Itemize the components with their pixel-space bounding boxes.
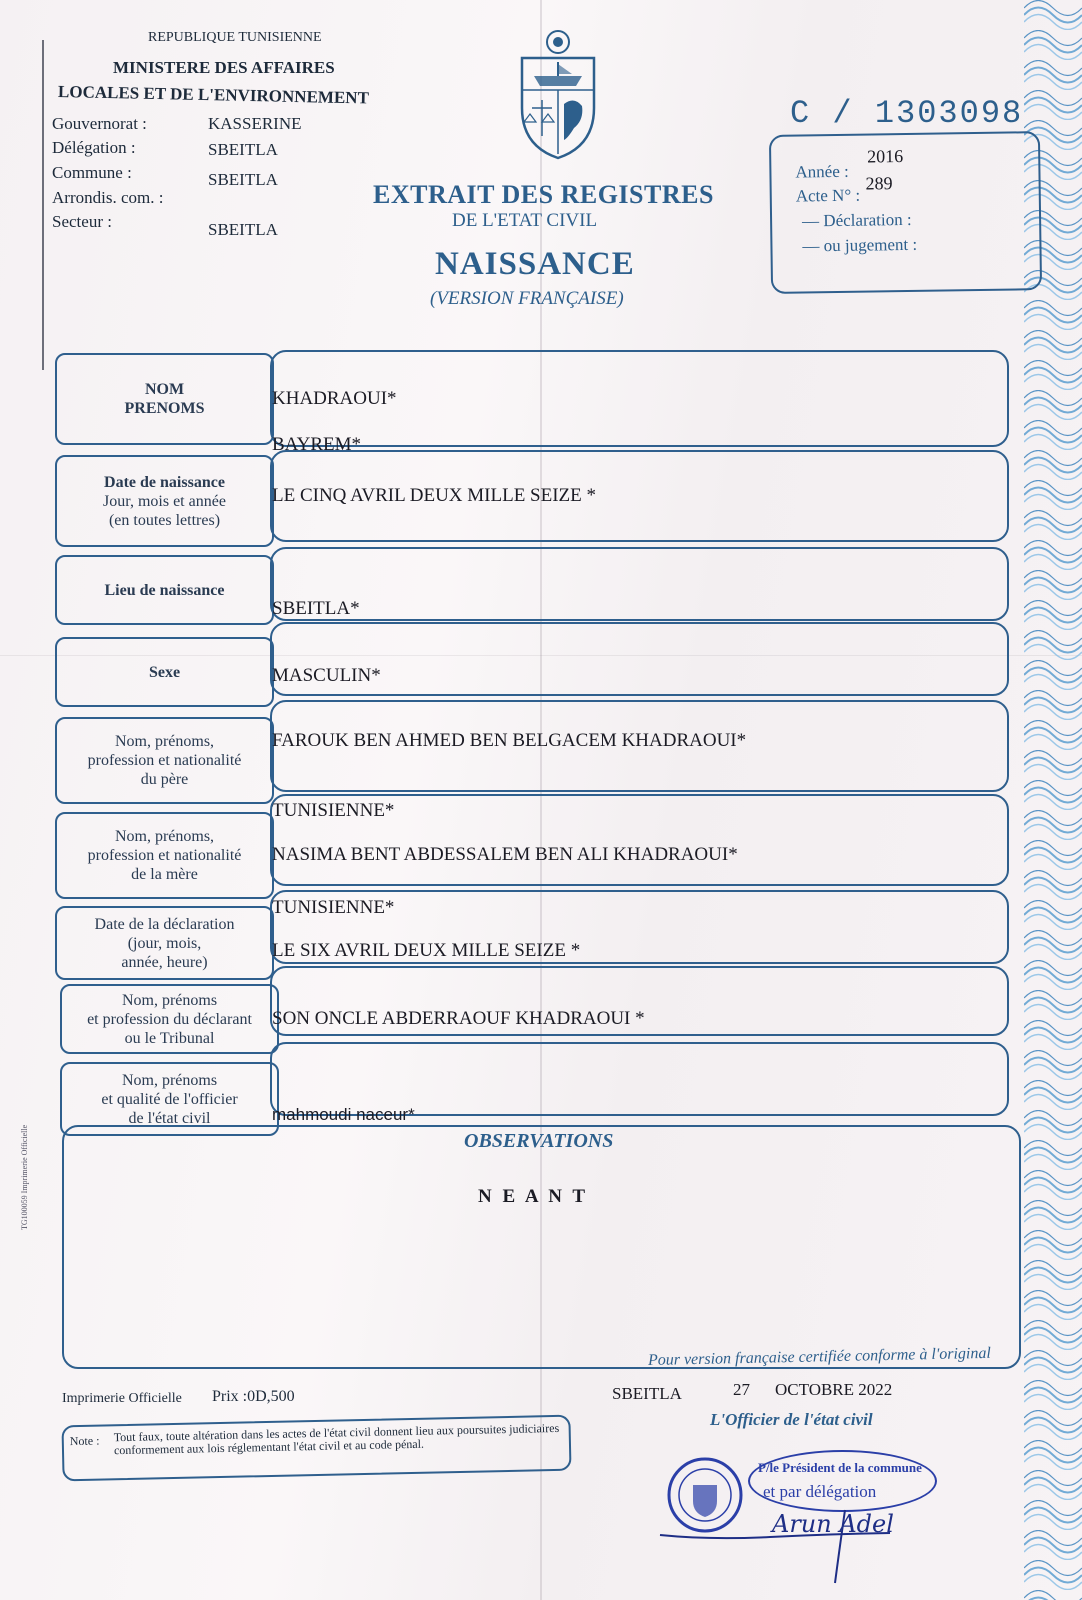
acte-value: 289 bbox=[865, 173, 893, 194]
row-value-box bbox=[270, 622, 1009, 696]
act-info-box bbox=[769, 131, 1042, 294]
printer-label: Imprimerie Officielle bbox=[62, 1391, 182, 1406]
row-value-box bbox=[270, 547, 1009, 621]
signature-strokes bbox=[650, 1505, 900, 1585]
note-box bbox=[61, 1415, 571, 1482]
commune-value: SBEITLA bbox=[208, 170, 278, 189]
annee-value: 2016 bbox=[867, 146, 904, 167]
title-line2: DE L'ETAT CIVIL bbox=[452, 210, 598, 231]
delegation-label: Délégation : bbox=[52, 138, 136, 157]
day-value: 27 bbox=[733, 1380, 750, 1399]
row-label-lieu-naissance: Lieu de naissance bbox=[55, 555, 274, 625]
ministry-line1: MINISTERE DES AFFAIRES bbox=[113, 58, 335, 77]
secteur-label: Secteur : bbox=[52, 212, 112, 231]
row-label-date-naissance bbox=[55, 455, 274, 547]
stamp-line1: P/le Président de la commune bbox=[758, 1460, 922, 1475]
certified-label: Pour version française certifiée conforme à l'original bbox=[647, 1344, 992, 1369]
observations-title: OBSERVATIONS bbox=[464, 1130, 614, 1152]
officer-title: L'Officier de l'état civil bbox=[710, 1410, 873, 1429]
row-label-sexe: Sexe bbox=[55, 637, 274, 707]
officier-value: mahmoudi naceur* bbox=[272, 1105, 415, 1124]
row-label-pere: Nom, prénoms, profession et nationalité du père bbox=[55, 717, 274, 804]
stamp-line2: et par délégation bbox=[763, 1482, 877, 1501]
pere-nationalite-value: TUNISIENNE* bbox=[272, 800, 395, 821]
note-text: Tout faux, toute altération dans les actes de l'état civil donnent lieu aux poursuites judiciaires conformement aux lois réglementant l'état civil et au code pénal. bbox=[113, 1420, 560, 1458]
title-line3: NAISSANCE bbox=[435, 246, 635, 282]
title-line4: (VERSION FRANÇAISE) bbox=[430, 288, 624, 309]
place-value: SBEITLA bbox=[612, 1384, 682, 1403]
sexe-value: MASCULIN* bbox=[272, 665, 381, 686]
row-label-officier: Nom, prénoms et qualité de l'officier de l'état civil bbox=[60, 1062, 279, 1136]
row-label-date-declaration: Date de la déclaration (jour, mois, année, heure) bbox=[55, 906, 274, 980]
observations-box bbox=[62, 1125, 1021, 1369]
margin-rule bbox=[42, 40, 44, 370]
date-naissance-label: Date de naissance bbox=[104, 473, 225, 491]
row-value-box bbox=[270, 794, 1009, 886]
note-label: Note : bbox=[69, 1433, 100, 1449]
delegation-value: SBEITLA bbox=[208, 140, 278, 159]
republic-label: REPUBLIQUE TUNISIENNE bbox=[148, 30, 322, 45]
row-label-nom-prenoms: NOM PRENOMS bbox=[55, 353, 274, 445]
mere-value: NASIMA BENT ABDESSALEM BEN ALI KHADRAOUI* bbox=[272, 844, 738, 865]
prenom-value: BAYREM* bbox=[272, 434, 362, 455]
serial-number: C / 1303098 bbox=[790, 95, 1024, 132]
row-label-declarant: Nom, prénoms et profession du déclarant ou le Tribunal bbox=[60, 984, 279, 1054]
annee-label: Année : bbox=[795, 161, 849, 182]
pere-value: FAROUK BEN AHMED BEN BELGACEM KHADRAOUI* bbox=[272, 730, 747, 751]
month-year-value: OCTOBRE 2022 bbox=[775, 1380, 893, 1399]
commune-label: Commune : bbox=[52, 163, 132, 182]
acte-label: Acte N° : bbox=[795, 185, 861, 206]
price-label: Prix :0D,500 bbox=[212, 1388, 295, 1405]
observations-value: N E A N T bbox=[478, 1186, 586, 1207]
date-naissance-value: LE CINQ AVRIL DEUX MILLE SEIZE * bbox=[272, 485, 597, 506]
gouvernorat-value: KASSERINE bbox=[208, 114, 302, 133]
coat-of-arms-icon bbox=[512, 28, 604, 160]
jugement-label: — ou jugement : bbox=[802, 234, 918, 256]
title-line1: EXTRAIT DES REGISTRES bbox=[373, 180, 714, 209]
nom-value: KHADRAOUI* bbox=[272, 388, 397, 409]
secteur-value: SBEITLA bbox=[208, 220, 278, 239]
lieu-naissance-value: SBEITLA* bbox=[272, 598, 360, 619]
arrondissement-label: Arrondis. com. : bbox=[52, 188, 164, 207]
date-naissance-sublabel: Jour, mois et année (en toutes lettres) bbox=[103, 492, 226, 529]
declarant-value: SON ONCLE ABDERRAOUF KHADRAOUI * bbox=[272, 1008, 645, 1029]
signature: Arun Adel bbox=[772, 1510, 894, 1538]
gouvernorat-label: Gouvernorat : bbox=[52, 114, 147, 133]
declaration-label: — Déclaration : bbox=[801, 209, 912, 231]
row-label-mere: Nom, prénoms, profession et nationalité de la mère bbox=[55, 812, 274, 899]
date-declaration-value: LE SIX AVRIL DEUX MILLE SEIZE * bbox=[272, 940, 581, 961]
ministry-line2: LOCALES ET DE L'ENVIRONNEMENT bbox=[57, 82, 370, 108]
printer-code: TG100059 Imprimerie Officielle bbox=[20, 1124, 29, 1230]
mere-nationalite-value: TUNISIENNE* bbox=[272, 897, 395, 918]
